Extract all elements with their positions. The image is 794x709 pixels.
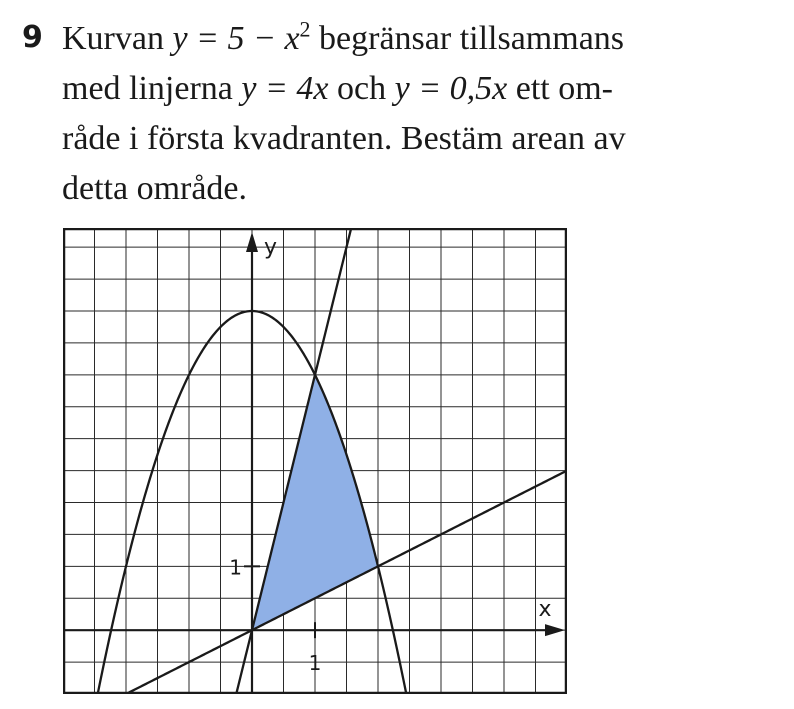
text-ett-om: ett om- [507,70,613,107]
problem-number: 9 [22,20,43,55]
line-equation-2: y = 0,5x [394,70,508,107]
curve-equation [172,16,311,57]
graph-svg [63,228,567,694]
text-line-3: råde i första kvadranten. Bestäm arean av [62,120,626,157]
x-axis-arrow [545,624,565,636]
text-line-1 [62,14,626,64]
y-axis-label: y [264,235,278,260]
problem-text [62,14,626,214]
text-line-2 [62,64,626,114]
y-tick-label-1: 1 [229,555,242,580]
curve-equation-exponent: 2 [299,16,311,42]
text-begransar: begränsar tillsammans [310,20,625,57]
text-line-4: detta område. [62,170,248,207]
text-med-linjerna: med linjerna [62,70,242,107]
curve-equation-base: y = 5 − x [172,20,300,57]
x-tick-label-1: 1 [308,651,322,676]
graph-figure [63,228,567,698]
line-equation-1: y = 4x [241,70,329,107]
text-kurvan: Kurvan [62,20,173,57]
x-axis-label: x [538,597,552,623]
y-axis-arrow [246,232,258,252]
text-och: och [328,70,395,107]
